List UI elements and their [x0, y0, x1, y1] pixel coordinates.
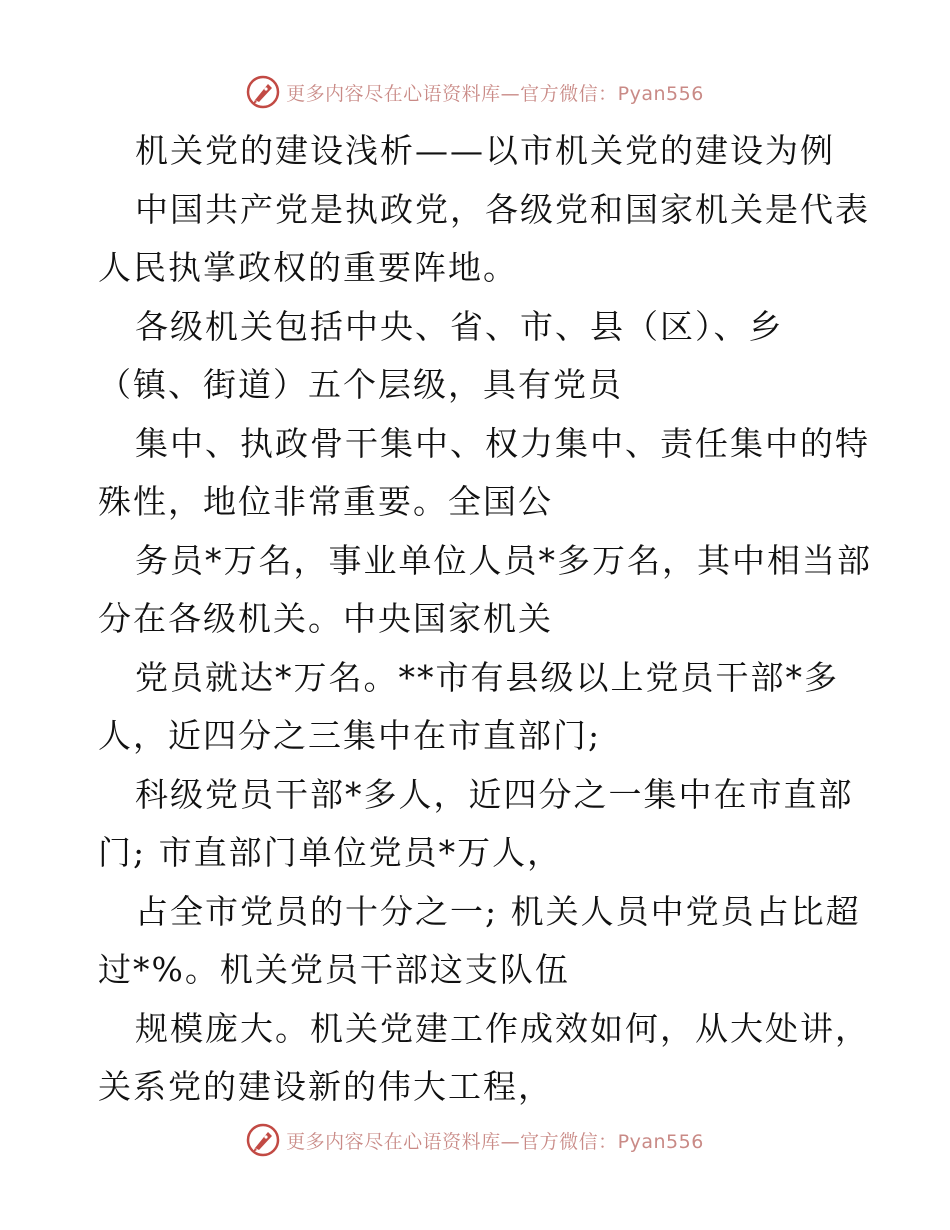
document-body	[98, 122, 872, 1117]
paragraph-line: 务员*万名，事业单位人员*多万名，其中相当部	[135, 540, 872, 580]
paragraph-line: 各级机关包括中央、省、市、县（区）、乡	[135, 306, 784, 346]
paragraph-line: 门; 市直部门单位党员*万人，	[98, 833, 563, 872]
paragraph-line: 过*%。机关党员干部这支队伍	[98, 950, 570, 989]
paragraph-line: 党员就达*万名。**市有县级以上党员干部*多	[135, 657, 839, 697]
watermark-text: 更多内容尽在心语资料库—官方微信：Pyan556	[286, 82, 704, 105]
paragraph-line: 科级党员干部*多人，近四分之一集中在市直部	[135, 774, 854, 814]
paragraph-line: 规模庞大。机关党建工作成效如何，从大处讲，	[135, 1008, 870, 1048]
paragraph-line: 占全市党员的十分之一; 机关人员中党员占比超	[135, 891, 861, 931]
paragraph-line: 分在各级机关。中央国家机关	[98, 599, 553, 638]
pen-nib-logo-icon	[246, 75, 280, 109]
paragraph-line: （镇、街道）五个层级，具有党员	[98, 365, 623, 404]
paragraph-line: 关系党的建设新的伟大工程，	[98, 1067, 553, 1106]
pen-nib-logo-icon	[246, 1123, 280, 1157]
paragraph-line: 集中、执政骨干集中、权力集中、责任集中的特	[135, 423, 870, 463]
document-title-line: 机关党的建设浅析——以市机关党的建设为例	[135, 131, 835, 170]
footer-watermark	[0, 1120, 950, 1160]
paragraph-line: 中国共产党是执政党，各级党和国家机关是代表	[135, 189, 870, 229]
header-watermark	[0, 72, 950, 112]
paragraph-line: 殊性，地位非常重要。全国公	[98, 482, 553, 521]
paragraph-line: 人，近四分之三集中在市直部门;	[98, 716, 602, 755]
paragraph-line: 人民执掌政权的重要阵地。	[98, 248, 518, 287]
watermark-text: 更多内容尽在心语资料库—官方微信：Pyan556	[286, 1130, 704, 1153]
